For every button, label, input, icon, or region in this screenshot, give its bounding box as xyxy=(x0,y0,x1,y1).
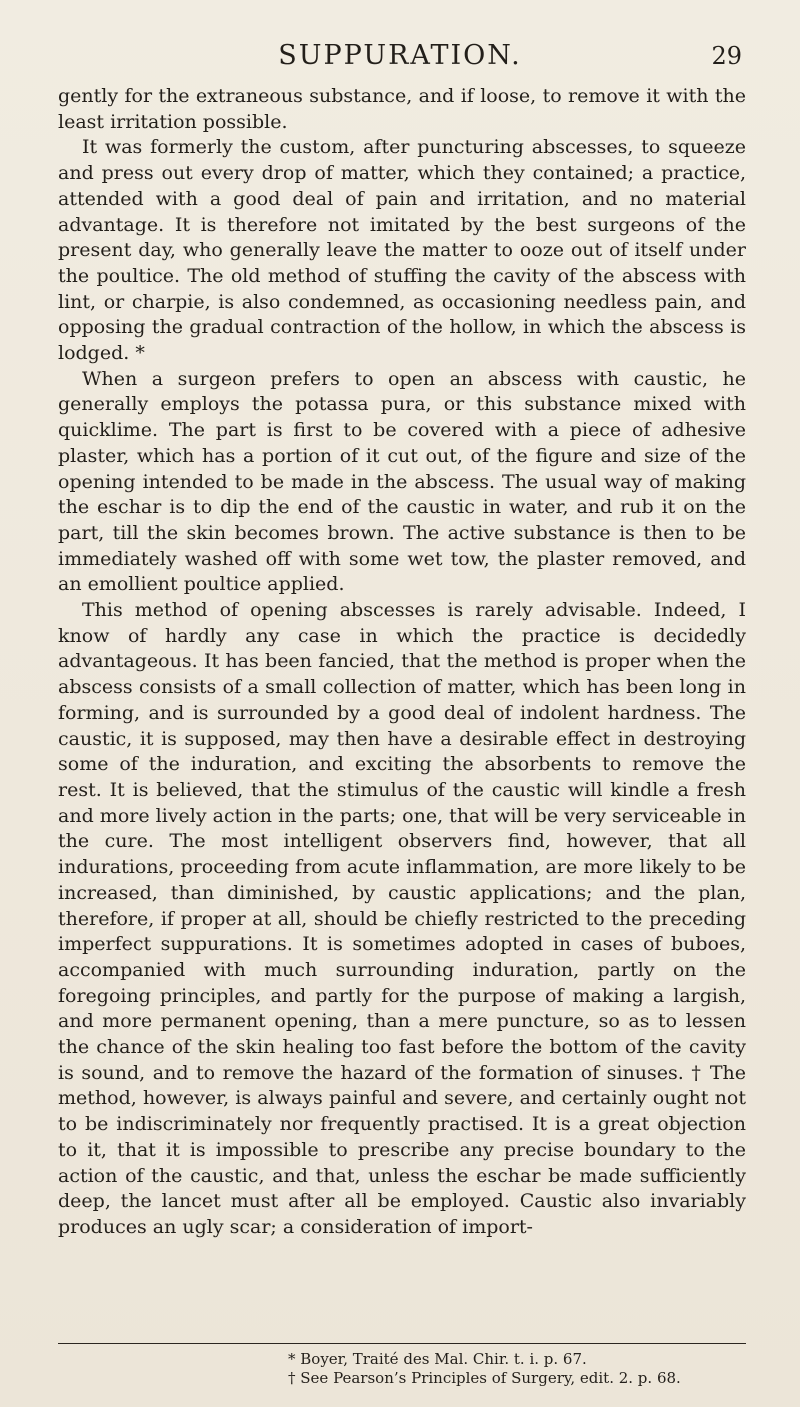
paragraph-continuation: gently for the extraneous substance, and if loose, to remove it with the least irritation possible. xyxy=(58,85,746,133)
paragraph-caustic-method: When a surgeon prefers to open an abscess with caustic, he generally employs the potassa pura, or this substance mixed with quicklime. The part is first to be covered with a piece of adhesive plaster, which has a portion of it cut out, of the figure and size of the opening intended to be made in the abscess. The usual way of making the eschar is to dip the end of the caustic in water, and rub it on the part, till the skin becomes brown. The active substance is then to be immediately washed off with some wet tow, the plaster removed, and an emollient poultice applied. xyxy=(58,367,746,596)
body-text xyxy=(58,84,746,1241)
footnotes xyxy=(58,1350,746,1388)
paragraph-squeezing-abscesses: It was formerly the custom, after puncturing abscesses, to squeeze and press out every drop of matter, which they contained; a practice, attended with a good deal of pain and irritation, and no material advantage. It is therefore not imitated by the best surgeons of the present day, who generally leave the matter to ooze out of itself under the poultice. The old method of stuffing the cavity of the abscess with lint, or charpie, is also condemned, as occasioning needless pain, and opposing the gradual contraction of the hollow, in which the abscess is lodged. * xyxy=(58,136,746,365)
page-header xyxy=(0,40,800,80)
footnote-divider xyxy=(58,1343,746,1344)
running-title: SUPPURATION. xyxy=(278,40,522,71)
footnote-boyer: * Boyer, Traité des Mal. Chir. t. i. p. 67. xyxy=(288,1350,587,1368)
page-number: 29 xyxy=(711,42,742,70)
paragraph-caustic-objections: This method of opening abscesses is rarely advisable. Indeed, I know of hardly any case in which the practice is decidedly advantageous. It has been fancied, that the method is proper when the abscess consists of a small collection of matter, which has been long in forming, and is surrounded by a good deal of indolent hardness. The caustic, it is supposed, may then have a desirable effect in destroying some of the induration, and exciting the absorbents to remove the rest. It is believed, that the stimulus of the caustic will kindle a fresh and more lively action in the parts; one, that will be very serviceable in the cure. The most intelligent observers find, however, that all indurations, proceeding from acute inflammation, are more likely to be increased, than diminished, by caustic applications; and the plan, therefore, if proper at all, should be chiefly restricted to the preceding imperfect suppurations. It is sometimes adopted in cases of buboes, accompanied with much surrounding induration, partly on the foregoing principles, and partly for the purpose of making a largish, and more permanent opening, than a mere puncture, so as to lessen the chance of the skin healing too fast before the bottom of the cavity is sound, and to remove the hazard of the formation of sinuses. † The method, however, is always painful and severe, and certainly ought not to be indiscriminately nor frequently practised. It is a great objection to it, that it is impossible to prescribe any precise boundary to the action of the caustic, and that, unless the eschar be made sufficiently deep, the lancet must after all be employed. Caustic also invariably produces an ugly scar; a consideration of import- xyxy=(58,599,746,1238)
footnote-pearson: † See Pearson’s Principles of Surgery, edit. 2. p. 68. xyxy=(288,1369,681,1387)
